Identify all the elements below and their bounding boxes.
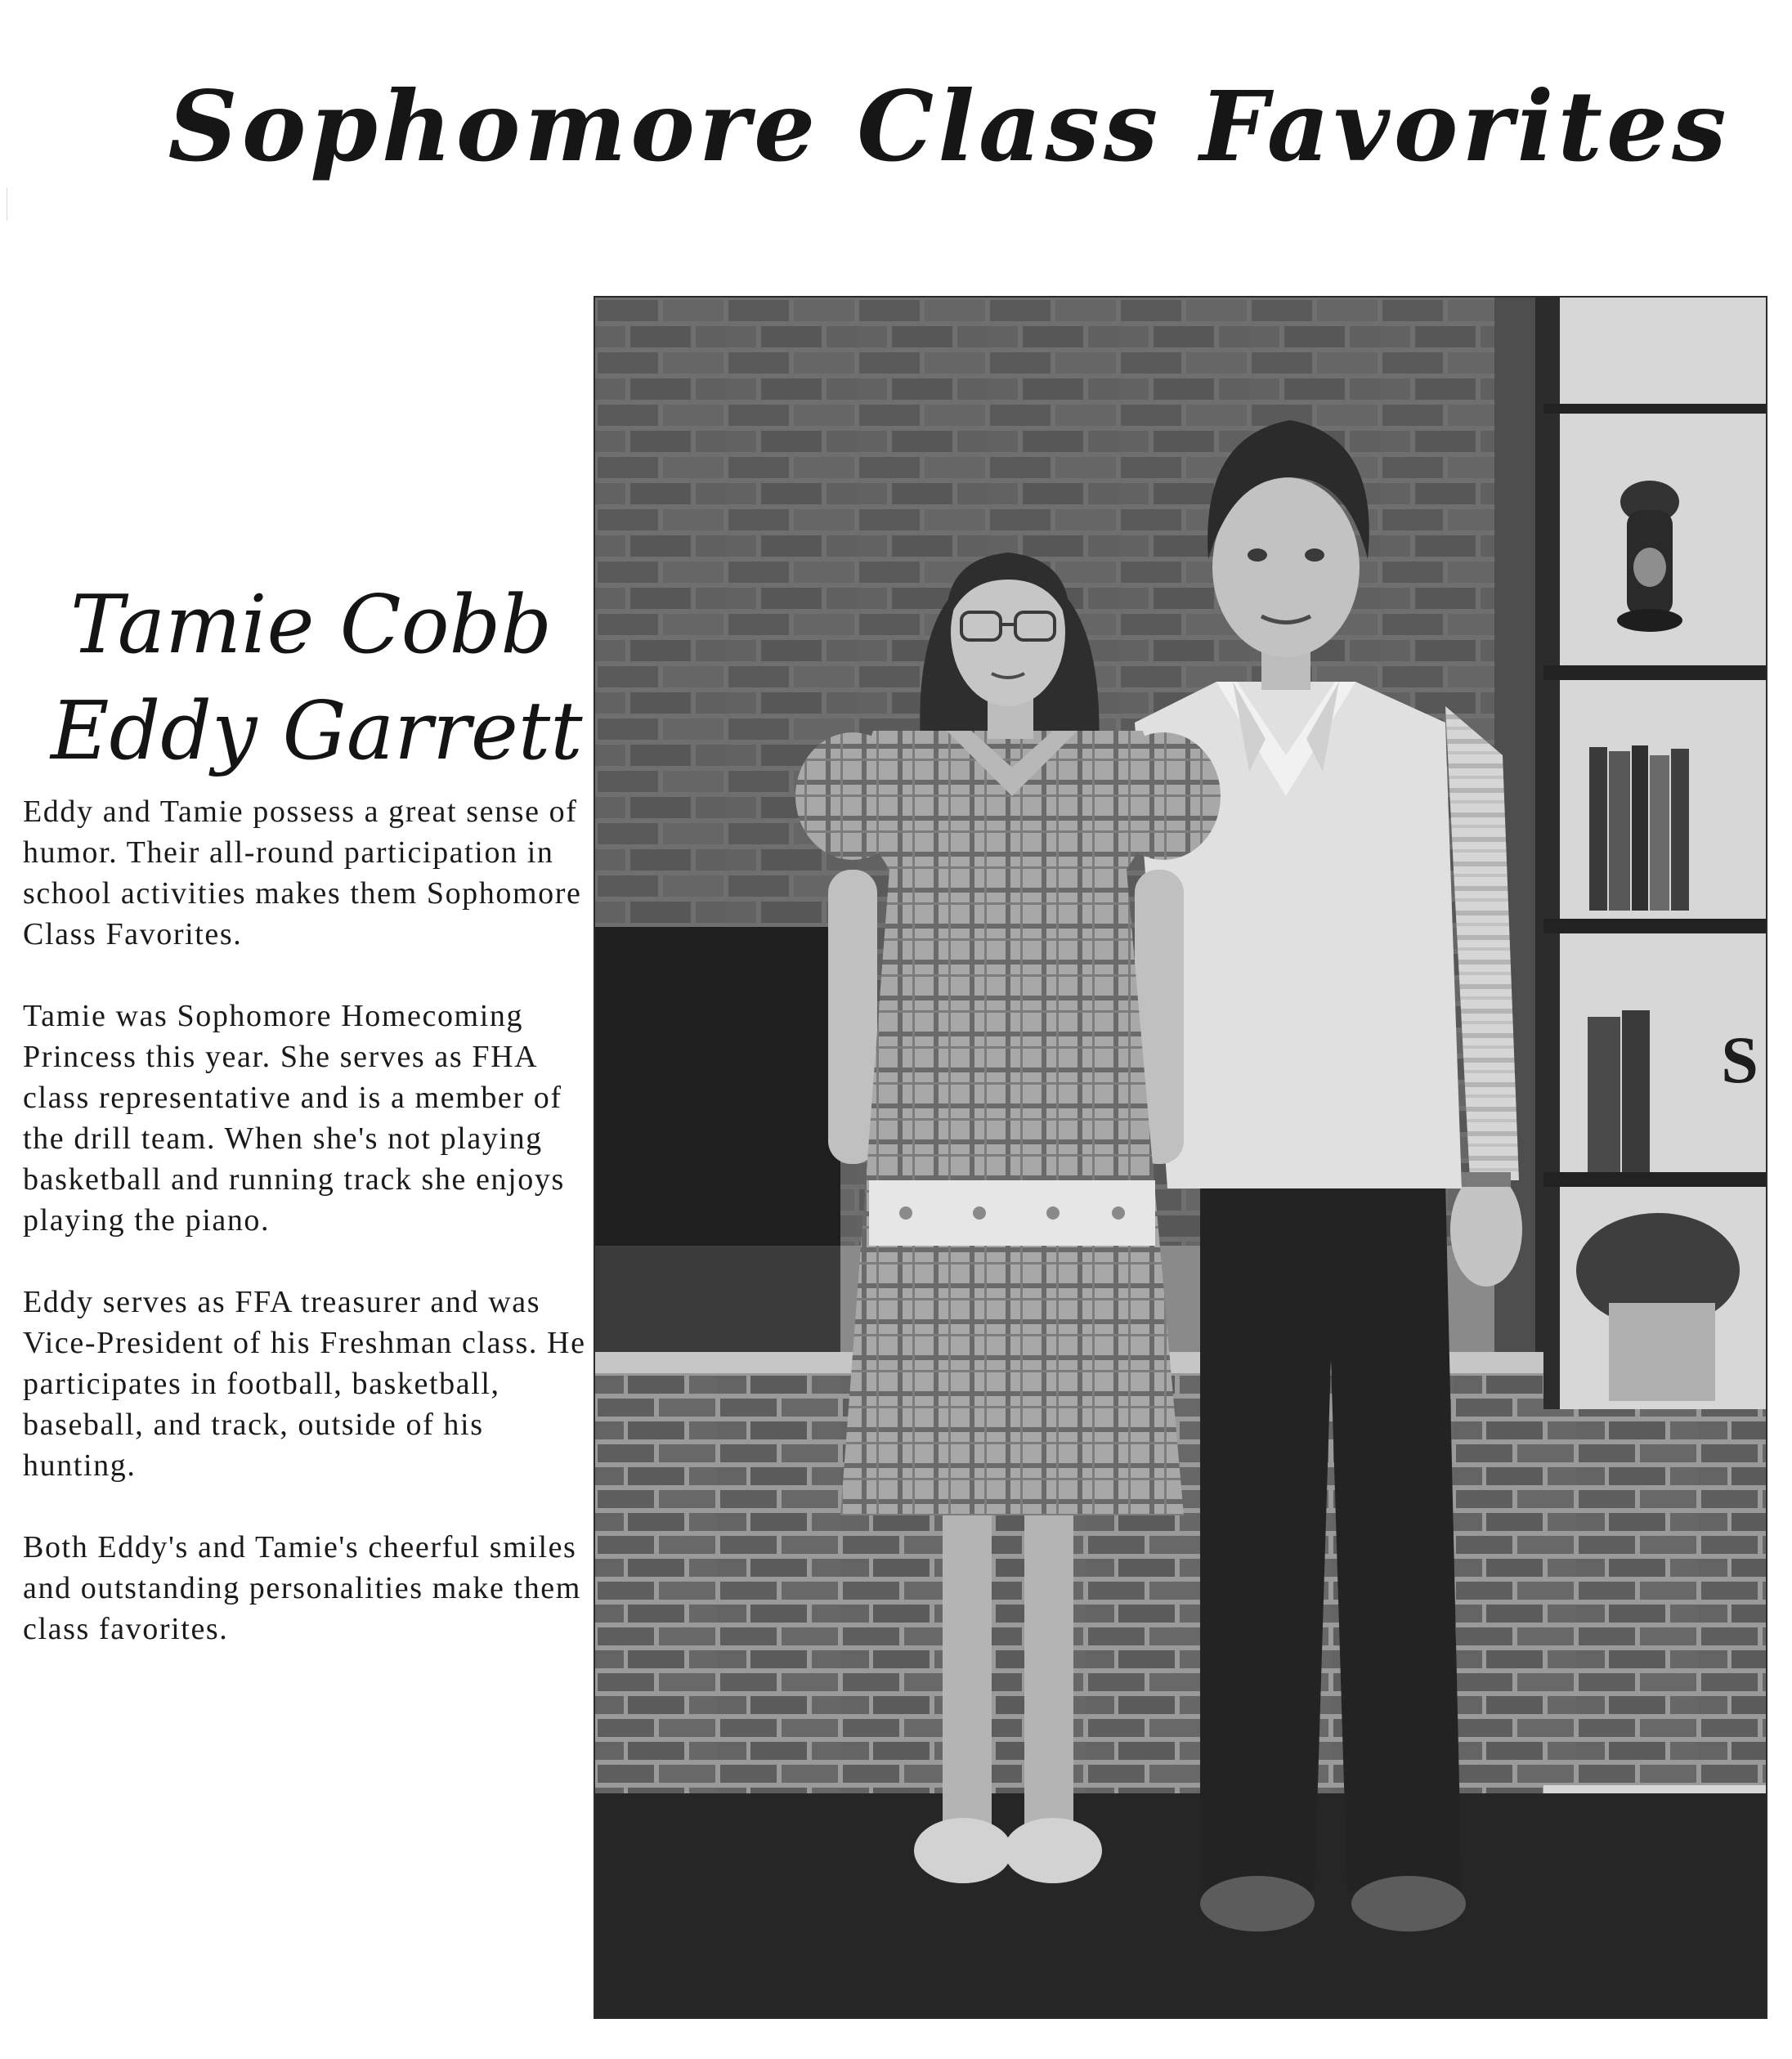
article-body: [23, 791, 587, 1690]
paragraph-closing: Both Eddy's and Tamie's cheerful smiles and outstanding personalities make them class favorites.: [23, 1530, 581, 1646]
name-tamie-cobb: Tamie Cobb: [70, 579, 553, 672]
paragraph-tamie: Tamie was Sophomore Homecoming Princess this year. She serves as FHA class representative and is a member of the drill team. When she's not playing basketball and running track she enjoys playing the piano.: [23, 999, 565, 1238]
featured-names: [51, 572, 583, 785]
floor: [595, 1793, 1766, 2017]
paragraph-intro: Eddy and Tamie possess a great sense of humor. Their all-round participation in school activities makes them Sophomore Class Favorites.: [23, 795, 582, 951]
class-favorites-photo: [594, 296, 1767, 2019]
photo-illustration: [595, 298, 1766, 2017]
page-title: Sophomore Class Favorites: [168, 69, 1731, 184]
paragraph-eddy: Eddy serves as FFA treasurer and was Vice-President of his Freshman class. He participates in football, basketball, baseball, and track, outside of his hunting.: [23, 1285, 586, 1483]
name-eddy-garrett: Eddy Garrett: [51, 685, 583, 778]
shelf-letter: S: [1721, 1023, 1758, 1097]
